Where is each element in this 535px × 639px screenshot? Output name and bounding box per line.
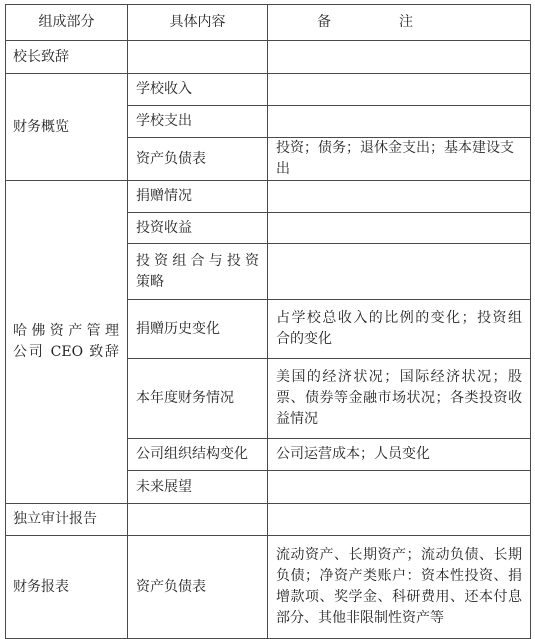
empty-content-cell	[128, 504, 268, 536]
note-line: 美国的经济状况；国际经济状况；股	[276, 369, 522, 385]
empty-note-cell	[268, 74, 531, 106]
empty-note-cell	[268, 181, 531, 213]
table-row	[6, 41, 531, 74]
note-line: 增款项、奖学金、科研费用、还本付息	[276, 589, 522, 605]
part-cell: 校长致辞	[6, 41, 128, 74]
note-line: 占学校总收入的比例的变化；投资组	[276, 310, 522, 326]
part-cell: 财务报表	[6, 536, 128, 639]
table-row	[6, 181, 531, 213]
empty-note-cell	[268, 504, 531, 536]
empty-note-cell	[268, 244, 531, 300]
empty-content-cell	[128, 41, 268, 74]
content-cell: 未来展望	[128, 471, 268, 504]
header-note: 备注	[268, 5, 531, 41]
table-row	[6, 536, 531, 639]
empty-note-cell	[268, 106, 531, 138]
header-content: 具体内容	[128, 5, 268, 41]
content-cell: 资产负债表	[128, 536, 268, 639]
header-row	[6, 5, 531, 41]
part-cell	[6, 181, 128, 504]
content-cell: 捐赠情况	[128, 181, 268, 213]
note-line: 益情况	[276, 411, 318, 427]
note-cell: 投资；债务；退休金支出；基本建设支出	[268, 138, 531, 181]
empty-note-cell	[268, 213, 531, 244]
content-cell: 公司组织结构变化	[128, 439, 268, 471]
note-line: 合的变化	[276, 331, 332, 347]
note-line: 流动资产、长期资产；流动负债、长期	[276, 547, 522, 563]
content-cell: 本年度财务情况	[128, 359, 268, 439]
content-cell: 投资收益	[128, 213, 268, 244]
part-line: 公司 CEO 致辞	[13, 344, 119, 360]
content-cell: 学校支出	[128, 106, 268, 138]
note-line: 负债；净资产类账户：资本性投资、捐	[276, 568, 522, 584]
note-line: 部分、其他非限制性资产等	[276, 610, 444, 626]
note-cell	[268, 536, 531, 639]
empty-note-cell	[268, 471, 531, 504]
content-line: 策略	[136, 273, 164, 290]
content-cell: 资产负债表	[128, 138, 268, 181]
part-cell: 独立审计报告	[6, 504, 128, 536]
empty-note-cell	[268, 41, 531, 74]
content-cell: 捐赠历史变化	[128, 300, 268, 359]
note-cell	[268, 359, 531, 439]
table-row	[6, 74, 531, 106]
content-line: 投资组合与投资	[136, 252, 259, 269]
part-line: 哈佛资产管理	[13, 323, 119, 339]
report-structure-table	[5, 4, 531, 639]
note-line: 票、债券等金融市场状况；各类投资收	[276, 390, 522, 406]
content-cell: 学校收入	[128, 74, 268, 106]
note-cell	[268, 300, 531, 359]
part-cell: 财务概览	[6, 74, 128, 181]
content-cell	[128, 244, 268, 300]
table-row	[6, 504, 531, 536]
note-cell: 公司运营成本；人员变化	[268, 439, 531, 471]
header-part: 组成部分	[6, 5, 128, 41]
